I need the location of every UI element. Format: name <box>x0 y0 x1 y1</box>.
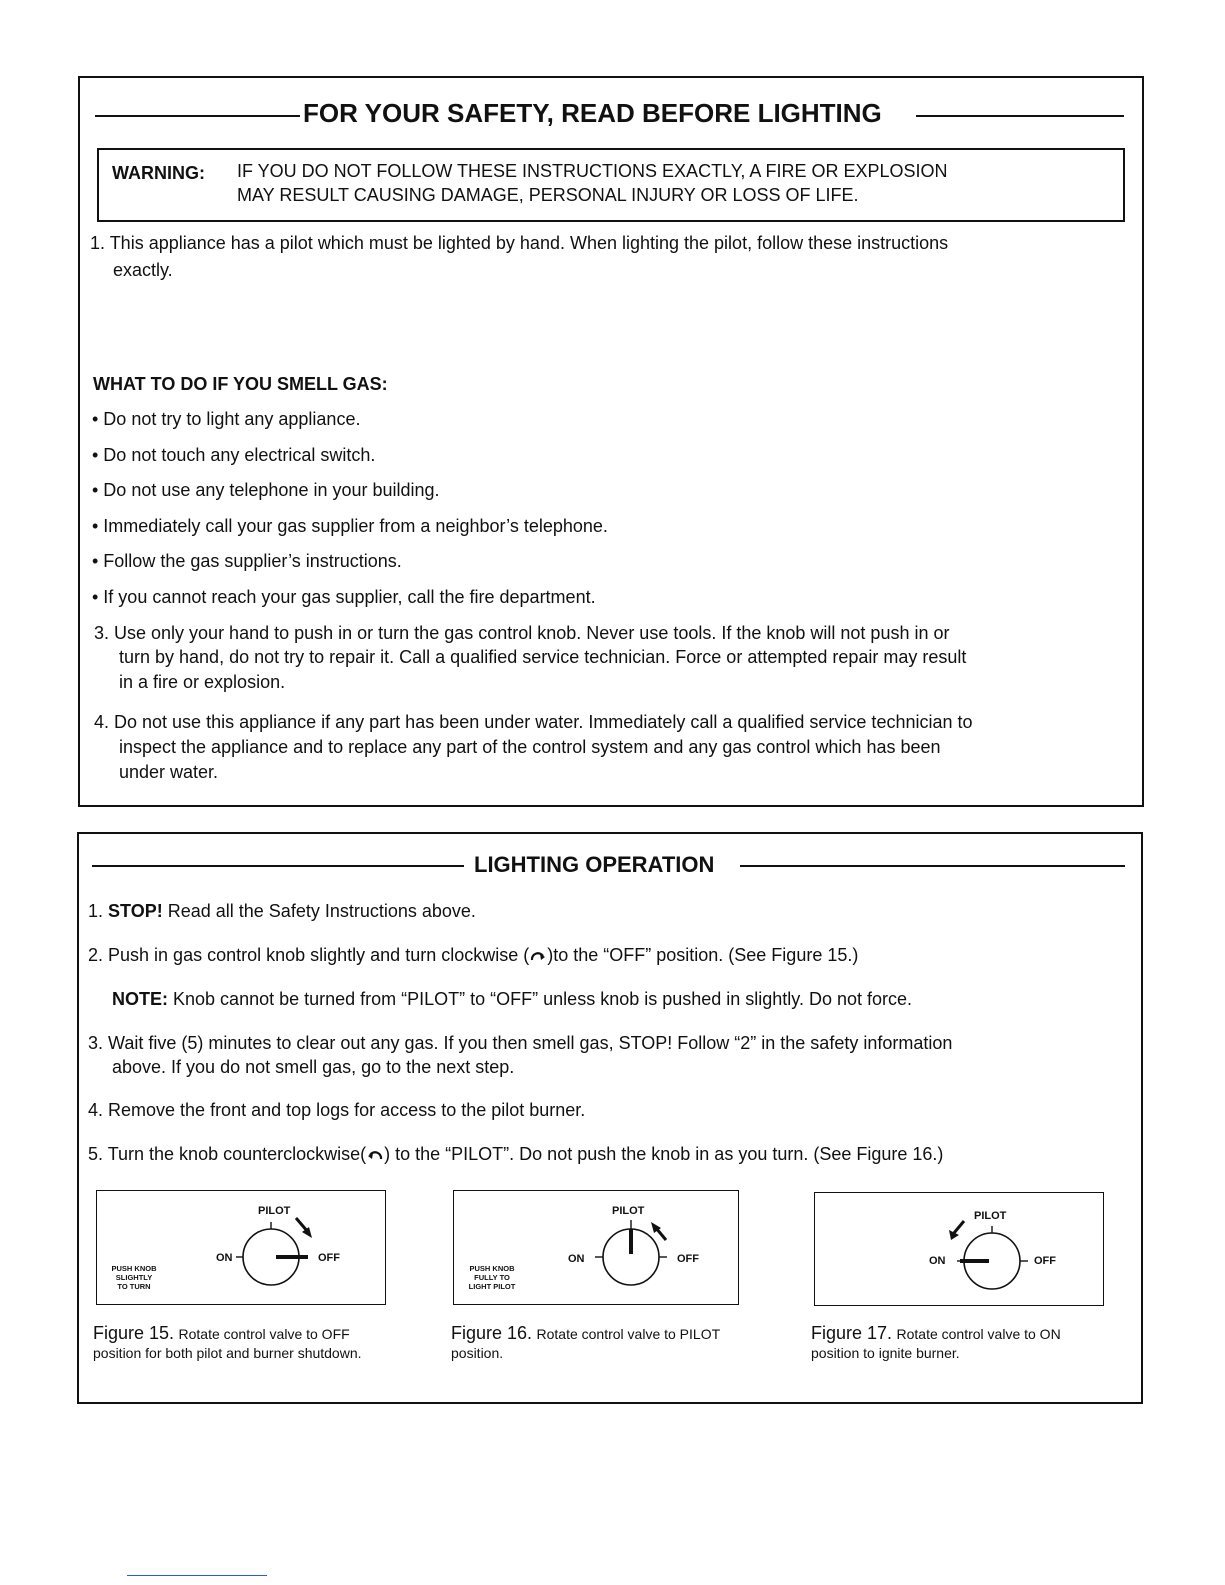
push-label-line: LIGHT PILOT <box>468 1282 516 1291</box>
step-5-text-post: ) to the “PILOT”. Do not push the knob in as you turn. (See Figure 16.) <box>384 1144 944 1164</box>
safety-title-rule-left <box>95 115 300 117</box>
lighting-title: LIGHTING OPERATION <box>474 852 715 877</box>
figure-17-caption <box>811 1324 1061 1363</box>
bullet-item: • Follow the gas supplier’s instructions. <box>92 551 402 571</box>
bullet-item: • Immediately call your gas supplier from a neighbor’s telephone. <box>92 516 608 536</box>
figure-16-caption-line-2: position. <box>451 1345 504 1361</box>
knob-dial-figure-17 <box>814 1192 1104 1306</box>
figure-17-number: Figure 17. <box>811 1323 893 1343</box>
lighting-step-3-line-1: 3. Wait five (5) minutes to clear out any gas. If you then smell gas, STOP! Follow “2” in the safety information <box>88 1033 953 1053</box>
footer-link-underline[interactable] <box>127 1575 267 1576</box>
pilot-label: PILOT <box>974 1210 1007 1222</box>
safety-item-3-line-2: turn by hand, do not try to repair it. Call a qualified service technician. Force or attempted repair may result <box>119 647 967 667</box>
safety-item-4-line-3: under water. <box>119 762 219 782</box>
lighting-title-rule-left <box>92 865 464 867</box>
off-label: OFF <box>1034 1255 1056 1267</box>
lighting-title-rule-right <box>740 865 1125 867</box>
safety-item-3-line-3: in a fire or explosion. <box>119 672 286 692</box>
clockwise-arrow-icon <box>529 948 547 962</box>
safety-item-4-line-2: inspect the appliance and to replace any part of the control system and any gas control which has been <box>119 737 941 757</box>
push-label-line: FULLY TO <box>474 1273 510 1282</box>
bullet-item: • Do not touch any electrical switch. <box>92 445 376 465</box>
safety-item-4-line-1: 4. Do not use this appliance if any part has been under water. Immediately call a qualified service technician to <box>94 712 973 732</box>
lighting-step-3-line-2: above. If you do not smell gas, go to the next step. <box>112 1057 515 1077</box>
bullet-item: • Do not use any telephone in your building. <box>92 480 440 500</box>
smell-gas-heading: WHAT TO DO IF YOU SMELL GAS: <box>93 374 388 394</box>
pilot-label: PILOT <box>258 1205 291 1217</box>
safety-item-1-line-2: exactly. <box>113 260 173 280</box>
on-label: ON <box>216 1252 233 1264</box>
push-label-line: SLIGHTLY <box>115 1273 153 1282</box>
safety-item-1-line-1: 1. This appliance has a pilot which must be lighted by hand. When lighting the pilot, follow these instructions <box>90 233 949 253</box>
figure-16-caption-line-1: Rotate control valve to PILOT <box>536 1326 721 1342</box>
step-1-text: Read all the Safety Instructions above. <box>167 901 476 921</box>
step-1-stop: STOP! <box>108 901 163 921</box>
push-label-line: PUSH KNOB <box>111 1264 157 1273</box>
step-2-text-post: )to the “OFF” position. (See Figure 15.) <box>547 945 859 965</box>
safety-item-3-line-1: 3. Use only your hand to push in or turn the gas control knob. Never use tools. If the knob will not push in or <box>94 623 950 643</box>
off-label: OFF <box>677 1253 699 1265</box>
warning-label: WARNING: <box>112 163 205 183</box>
step-1-number: 1. <box>88 901 104 921</box>
step-2-text-pre: 2. Push in gas control knob slightly and turn clockwise ( <box>88 945 530 965</box>
push-label-line: PUSH KNOB <box>469 1264 515 1273</box>
lighting-step-2 <box>88 943 858 967</box>
safety-title: FOR YOUR SAFETY, READ BEFORE LIGHTING <box>303 98 882 128</box>
warning-line-1: IF YOU DO NOT FOLLOW THESE INSTRUCTIONS EXACTLY, A FIRE OR EXPLOSION <box>237 161 948 181</box>
lighting-step-4: 4. Remove the front and top logs for access to the pilot burner. <box>88 1100 586 1120</box>
figure-17-caption-line-2: position to ignite burner. <box>811 1345 960 1361</box>
figure-15-caption <box>93 1324 362 1363</box>
note-label: NOTE: <box>112 989 168 1009</box>
on-label: ON <box>929 1255 946 1267</box>
lighting-note <box>112 987 912 1011</box>
figure-16-number: Figure 16. <box>451 1323 533 1343</box>
off-label: OFF <box>318 1252 340 1264</box>
figure-15-number: Figure 15. <box>93 1323 175 1343</box>
bullet-item: • Do not try to light any appliance. <box>92 409 361 429</box>
step-5-text-pre: 5. Turn the knob counterclockwise( <box>88 1144 367 1164</box>
figure-16-caption <box>451 1324 720 1363</box>
lighting-step-1 <box>88 899 476 923</box>
on-label: ON <box>568 1253 585 1265</box>
warning-line-2: MAY RESULT CAUSING DAMAGE, PERSONAL INJURY OR LOSS OF LIFE. <box>237 185 859 205</box>
push-label-line: TO TURN <box>117 1282 151 1291</box>
figure-15-caption-line-2: position for both pilot and burner shutdown. <box>93 1345 362 1361</box>
safety-title-rule-right <box>916 115 1124 117</box>
figure-15-caption-line-1: Rotate control valve to OFF <box>178 1326 350 1342</box>
lighting-step-5 <box>88 1142 943 1166</box>
figure-17-caption-line-1: Rotate control valve to ON <box>896 1326 1061 1342</box>
bullet-item: • If you cannot reach your gas supplier, call the fire department. <box>92 587 596 607</box>
push-knob-label <box>460 1264 524 1291</box>
note-text: Knob cannot be turned from “PILOT” to “OFF” unless knob is pushed in slightly. Do not force. <box>173 989 913 1009</box>
push-knob-label <box>104 1264 164 1291</box>
counterclockwise-arrow-icon <box>366 1147 384 1161</box>
pilot-label: PILOT <box>612 1205 645 1217</box>
